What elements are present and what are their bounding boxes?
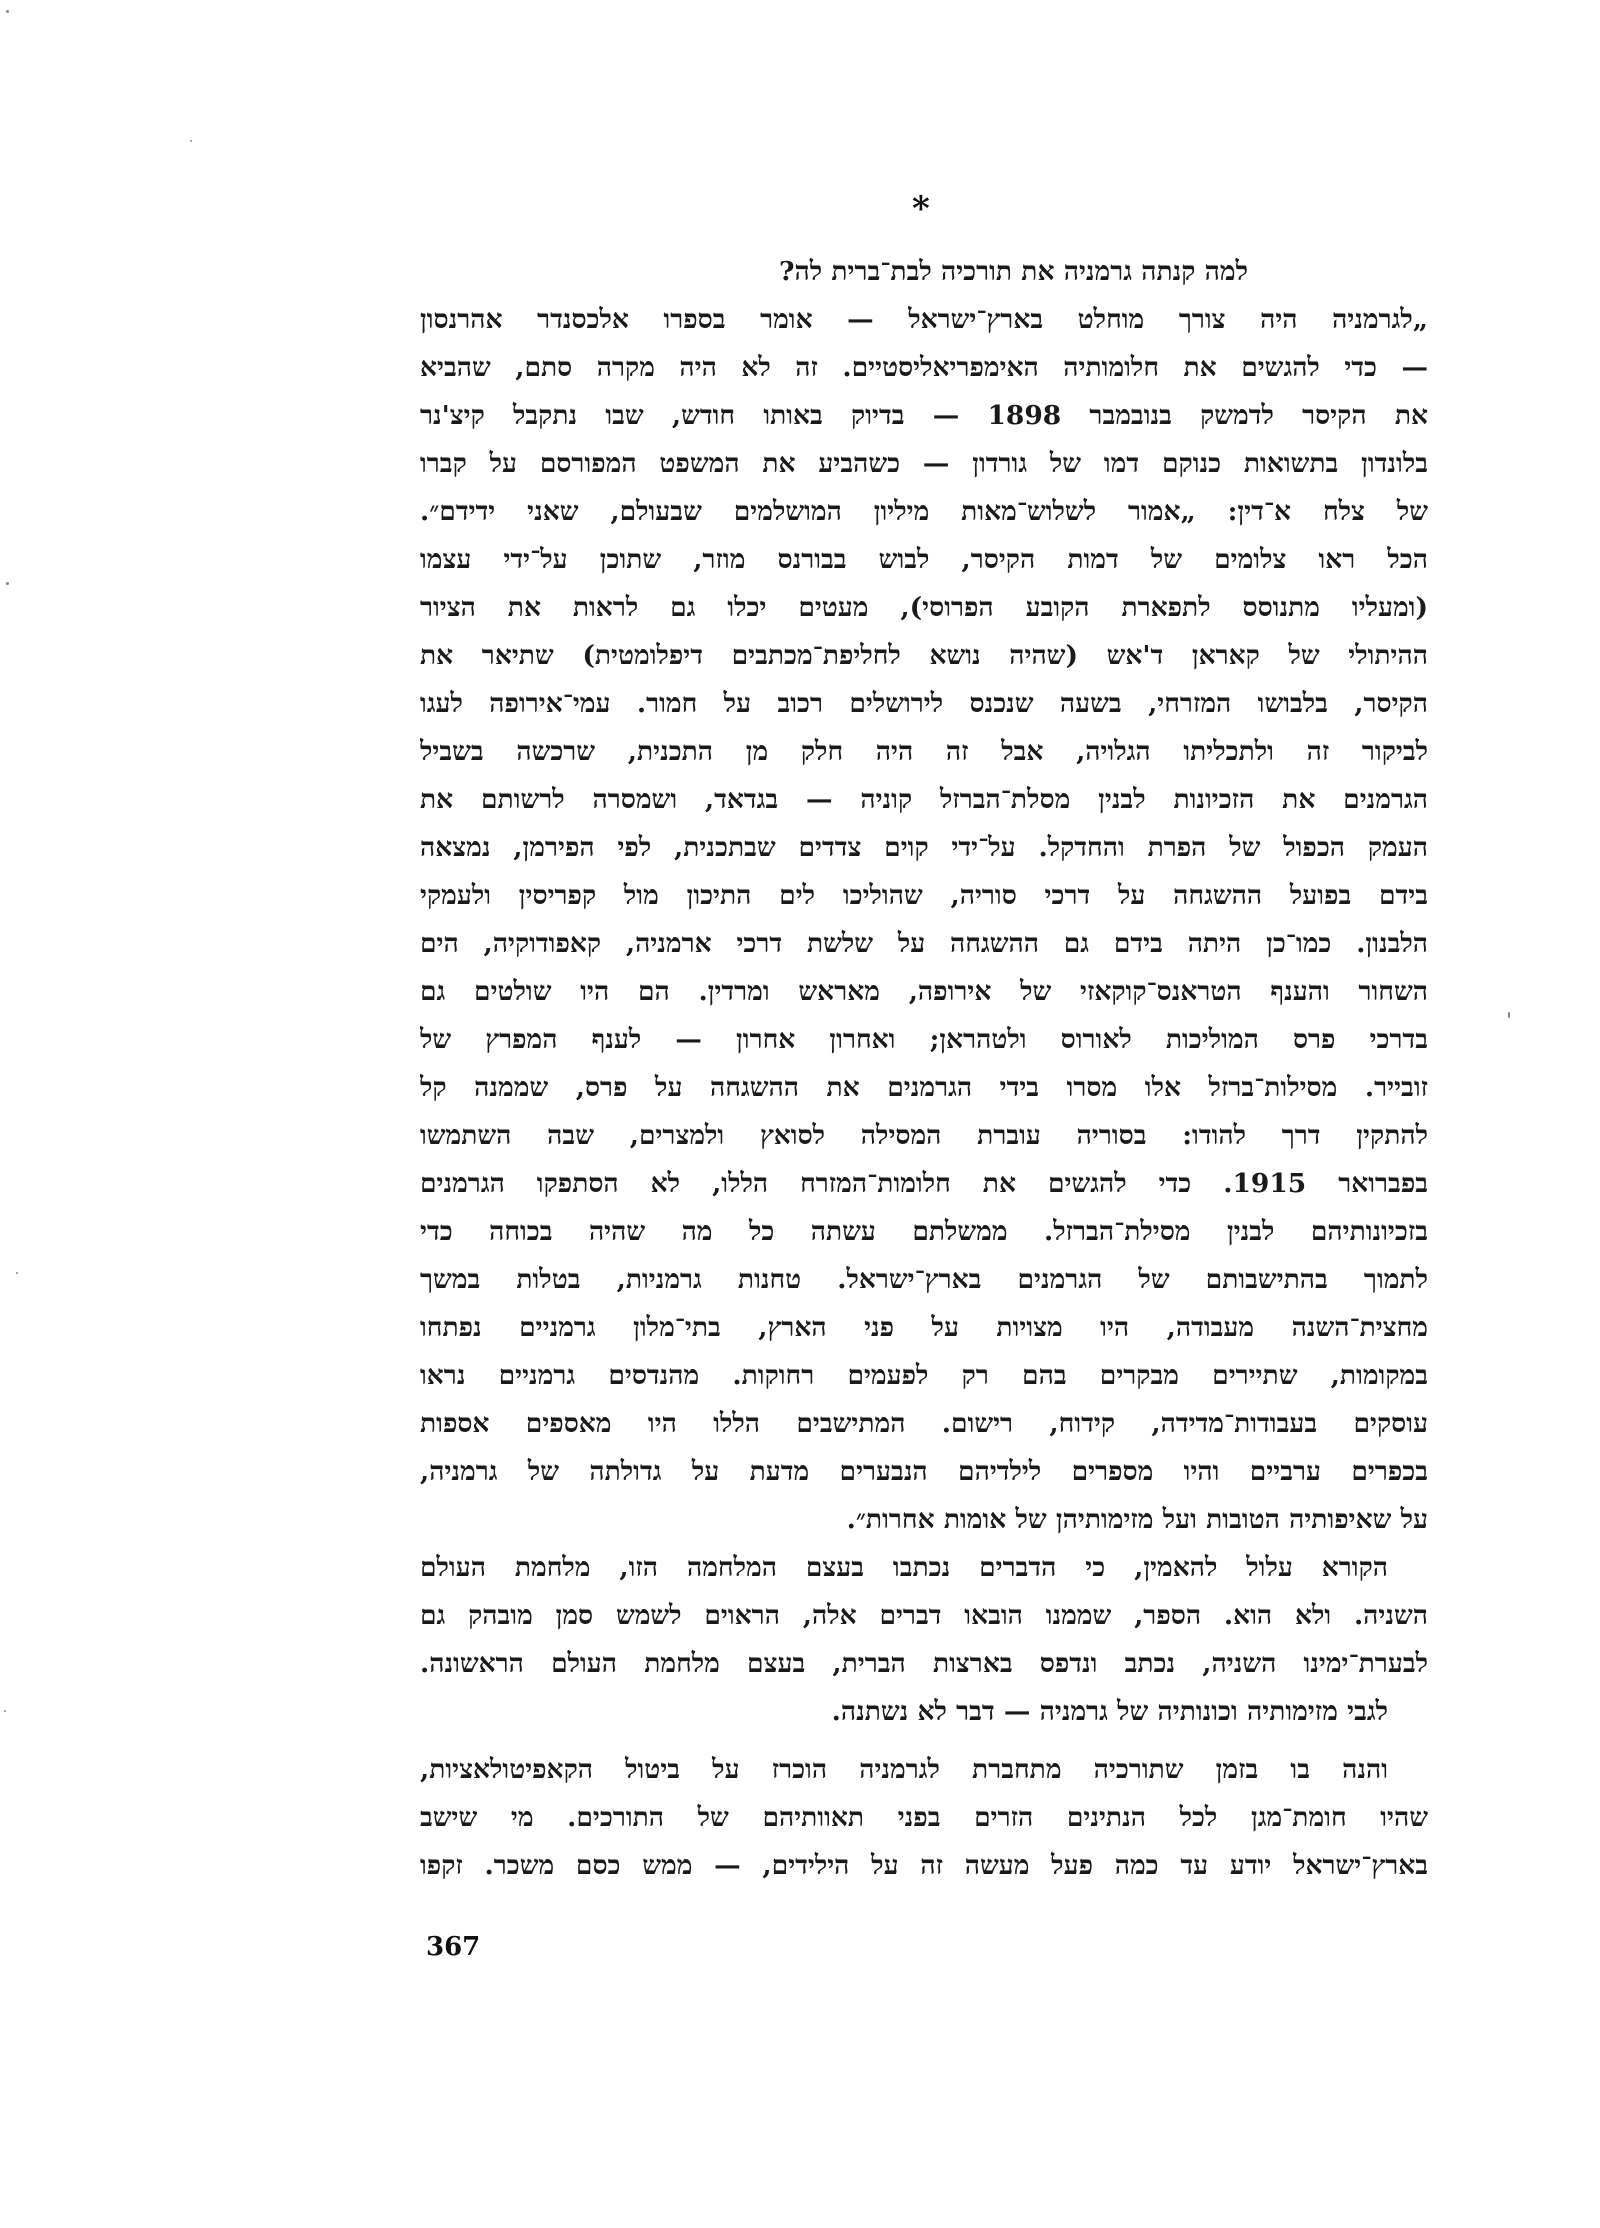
text-line: הלבנון. כמו־כן היתה בידם גם ההשגחה על שלשת דרכי ארמניה, קאפודוקיה, הים — [420, 928, 1428, 959]
text-line: ההיתולי של קאראן ד'אש (שהיה נושא לחליפת־מכתבים דיפלומטית) שתיאר את — [420, 640, 1428, 671]
scan-speck — [190, 140, 192, 142]
text-line: מחצית־השנה מעבודה, היו מצויות על פני הארץ, בתי־מלון גרמניים נפתחו — [420, 1312, 1428, 1343]
section-question: למה קנתה גרמניה את תורכיה לבת־ברית לה? — [778, 256, 1248, 287]
section-ornament: * — [912, 189, 930, 229]
scan-speck — [1508, 1012, 1510, 1018]
text-line: הקיסר, בלבושו המזרחי, בשעה שנכנס לירושלים רכוב על חמור. עמי־אירופה לעגו — [420, 688, 1428, 719]
text-line: הקורא עלול להאמין, כי הדברים נכתבו בעצם המלחמה הזו, מלחמת העולם — [420, 1552, 1388, 1583]
text-line: לבערת־ימינו השניה, נכתב ונדפס בארצות הברית, בעצם מלחמת העולם הראשונה. — [420, 1648, 1428, 1679]
text-line: — כדי להגשים את חלומותיה האימפריאליסטיים. זה לא היה מקרה סתם, שהביא — [420, 352, 1428, 383]
text-line: בזכיונותיהם לבנין מסילת־הברזל. ממשלתם עשתה כל מה שהיה בכוחה כדי — [420, 1216, 1428, 1247]
text-line: לביקור זה ולתכליתו הגלויה, אבל זה היה חלק מן התכנית, שרכשה בשביל — [420, 736, 1428, 767]
text-line: את הקיסר לדמשק בנובמבר 1898 — בדיוק באותו חודש, שבו נתקבל קיצ'נר — [420, 400, 1428, 431]
text-line: עוסקים בעבודות־מדידה, קידוח, רישום. המתישבים הללו היו מאספים אספות — [420, 1408, 1428, 1439]
text-line: הגרמנים את הזכיונות לבנין מסלת־הברזל קוניה — בגדאד, ושמסרה לרשותם את — [420, 784, 1428, 815]
body-text — [420, 248, 1428, 1890]
text-line: במקומות, שתיירים מבקרים בהם רק לפעמים רחוקות. מהנדסים גרמניים נראו — [420, 1360, 1428, 1391]
text-line: העמק הכפול של הפרת והחדקל. על־ידי קוים צדדים שבתכנית, לפי הפירמן, נמצאה — [420, 832, 1428, 863]
text-line: (ומעליו מתנוסס לתפארת הקובע הפרוסי), מעטים יכלו גם לראות את הציור — [420, 592, 1428, 623]
text-line: לגבי מזימותיה וכונותיה של גרמניה — דבר לא נשתנה. — [831, 1696, 1388, 1727]
text-line: השחור והענף הטראנס־קוקאזי של אירופה, מאראש ומרדין. הם היו שולטים גם — [420, 976, 1428, 1007]
text-line: בפברואר 1915. כדי להגשים את חלומות־המזרח הללו, לא הסתפקו הגרמנים — [420, 1168, 1428, 1199]
text-line: בכפרים ערביים והיו מספרים לילדיהם הנבערים מדעת על גדולתה של גרמניה, — [420, 1456, 1428, 1487]
text-line: בידם בפועל ההשגחה על דרכי סוריה, שהוליכו לים התיכון מול קפריסין ולעמקי — [420, 880, 1428, 911]
scan-speck — [6, 10, 9, 13]
scan-speck — [4, 1710, 6, 1712]
text-line: בארץ־ישראל יודע עד כמה פעל מעשה זה על הילידים, — ממש כסם משכר. זקפו — [420, 1850, 1428, 1881]
text-line: של צלח א־דין: „אמור לשלוש־מאות מיליון המושלמים שבעולם, שאני ידידם״. — [420, 496, 1428, 527]
scan-speck — [16, 1272, 18, 1274]
text-line: בלונדון בתשואות כנוקם דמו של גורדון — כשהביע את המשפט המפורסם על קברו — [420, 448, 1428, 479]
text-line: בדרכי פרס המוליכות לאורוס ולטהראן; ואחרון אחרון — לענף המפרץ של — [420, 1024, 1428, 1055]
text-line: לתמוך בהתישבותם של הגרמנים בארץ־ישראל. טחנות גרמניות, בטלות במשך — [420, 1264, 1428, 1295]
scan-speck — [6, 582, 9, 585]
text-line: והנה בו בזמן שתורכיה מתחברת לגרמניה הוכרז על ביטול הקאפיטולאציות, — [420, 1754, 1388, 1785]
text-line: „לגרמניה היה צורך מוחלט בארץ־ישראל — אומר בספרו אלכסנדר אהרנסון — [420, 304, 1428, 335]
text-line: הכל ראו צלומים של דמות הקיסר, לבוש בבורנס מוזר, שתוכן על־ידי עצמו — [420, 544, 1428, 575]
text-line: על שאיפותיה הטובות ועל מזימותיהן של אומות אחרות״. — [846, 1504, 1428, 1535]
text-line: שהיו חומת־מגן לכל הנתינים הזרים בפני תאוותיהם של התורכים. מי שישב — [420, 1802, 1428, 1833]
text-line: להתקין דרך להודו: בסוריה עוברת המסילה לסואץ ולמצרים, שבה השתמשו — [420, 1120, 1428, 1151]
page-number: 367 — [426, 1932, 481, 1962]
text-line: השניה. ולא הוא. הספר, שממנו הובאו דברים אלה, הראוים לשמש סמן מובהק גם — [420, 1600, 1428, 1631]
text-line: זובייר. מסילות־ברזל אלו מסרו בידי הגרמנים את ההשגחה על פרס, שממנה קל — [420, 1072, 1428, 1103]
